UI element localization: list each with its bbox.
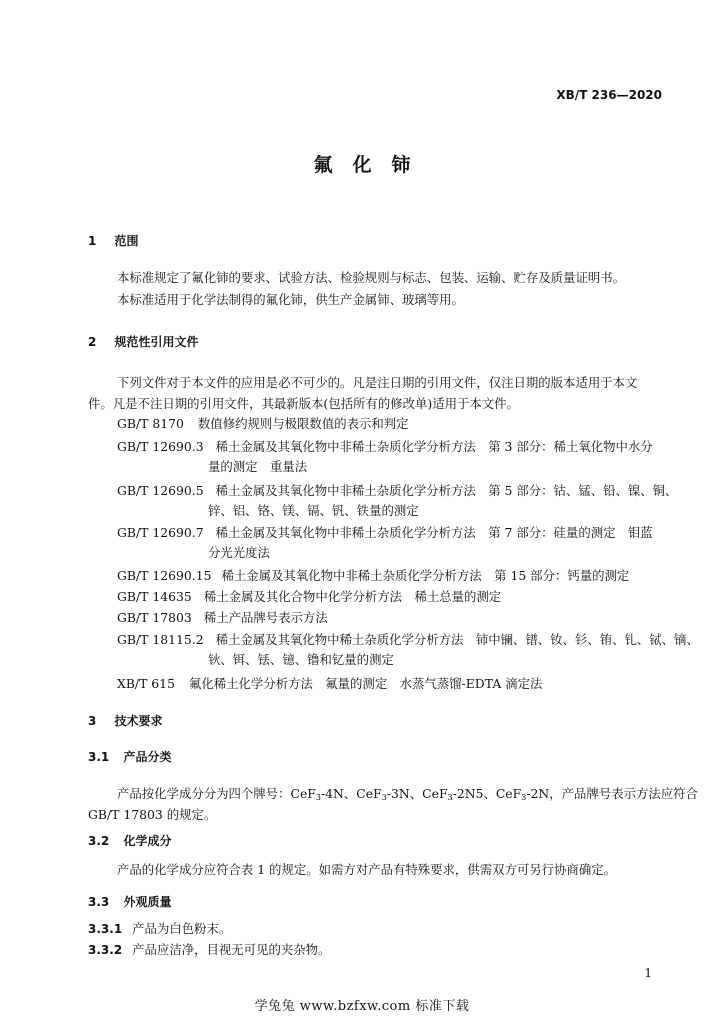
reference-code: GB/T 12690.7 bbox=[117, 525, 204, 540]
reference-title: 稀土金属及其氧化物中稀土杂质化学分析方法 铈中镧、镨、钕、钐、铕、钆、铽、镝、 bbox=[215, 632, 699, 647]
section-title: 外观质量 bbox=[123, 895, 172, 909]
reference-title: 稀土金属及其氧化物中非稀土杂质化学分析方法 第 5 部分：钴、锰、铅、镍、铜、 bbox=[215, 483, 678, 498]
reference-code: GB/T 17803 bbox=[117, 610, 192, 625]
grade: CeF$_3$-2N5 bbox=[422, 786, 484, 802]
subsection-3-1-heading bbox=[88, 748, 171, 765]
standard-number: XB/T 236—2020 bbox=[556, 88, 662, 102]
reference-item bbox=[117, 481, 677, 501]
reference-code: GB/T 12690.15 bbox=[117, 568, 212, 583]
paragraph: 本标准适用于化学法制得的氟化铈，供生产金属铈、玻璃等用。 bbox=[117, 292, 464, 307]
footer-watermark: 学兔兔 www.bzfxw.com 标准下载 bbox=[254, 999, 470, 1014]
paragraph: 产品按化学成分分为四个牌号：CeF$_3$-4N、CeF$_3$-3N、CeF$_3$-2N5、CeF$_3$-2N，产品牌号表示方法应符合 bbox=[117, 786, 698, 802]
reference-title-continued: 量的测定 重量法 bbox=[208, 459, 308, 474]
reference-title: 数值修约规则与极限数值的表示和判定 bbox=[197, 416, 409, 431]
section-title: 技术要求 bbox=[114, 714, 163, 728]
paragraph: GB/T 17803 的规定。 bbox=[88, 807, 217, 822]
reference-code: GB/T 14635 bbox=[117, 589, 192, 604]
page-number: 1 bbox=[644, 966, 652, 980]
reference-title: 稀土金属及其化合物中化学分析方法 稀土总量的测定 bbox=[203, 589, 502, 604]
reference-code: GB/T 12690.3 bbox=[117, 439, 204, 454]
section-2-heading bbox=[88, 333, 199, 350]
clause-item bbox=[88, 940, 330, 960]
reference-code: GB/T 12690.5 bbox=[117, 483, 204, 498]
section-1-heading bbox=[88, 232, 139, 249]
reference-item bbox=[117, 523, 653, 543]
paragraph: 产品的化学成分应符合表 1 的规定。如需方对产品有特殊要求，供需双方可另行协商确定。 bbox=[117, 862, 616, 877]
section-title: 规范性引用文件 bbox=[114, 335, 199, 349]
reference-title-continued: 钬、铒、铥、镱、镥和钇量的测定 bbox=[208, 652, 394, 667]
reference-title: 氟化稀土化学分析方法 氟量的测定 水蒸气蒸馏-EDTA 滴定法 bbox=[188, 676, 543, 691]
reference-item bbox=[117, 608, 328, 628]
reference-title: 稀土金属及其氧化物中非稀土杂质化学分析方法 第 3 部分：稀土氧化物中水分 bbox=[215, 439, 653, 454]
grade: CeF$_3$-2N bbox=[495, 786, 550, 802]
reference-item bbox=[117, 414, 409, 434]
reference-title: 稀土金属及其氧化物中非稀土杂质化学分析方法 第 15 部分：钙量的测定 bbox=[221, 568, 630, 583]
paragraph: 下列文件对于本文件的应用是必不可少的。凡是注日期的引用文件，仅注日期的版本适用于本文 bbox=[117, 375, 638, 390]
grade: CeF$_3$-3N bbox=[356, 786, 410, 802]
paragraph: 本标准规定了氟化铈的要求、试验方法、检验规则与标志、包装、运输、贮存及质量证明书。 bbox=[117, 270, 626, 285]
grade: CeF$_3$-4N bbox=[290, 786, 344, 802]
subsection-3-3-heading bbox=[88, 893, 171, 910]
clause-number: 3.3.2 bbox=[88, 943, 123, 957]
reference-code: GB/T 8170 bbox=[117, 416, 184, 431]
section-3-heading bbox=[88, 712, 163, 729]
paragraph: 件。凡是不注日期的引用文件，其最新版本(包括所有的修改单)适用于本文件。 bbox=[88, 396, 519, 411]
reference-item bbox=[117, 437, 653, 457]
reference-item bbox=[117, 630, 699, 650]
section-number: 2 bbox=[88, 335, 97, 349]
reference-item bbox=[117, 566, 629, 586]
clause-text: 产品应洁净，目视无可见的夹杂物。 bbox=[132, 942, 331, 957]
section-number: 3 bbox=[88, 714, 97, 728]
section-number: 3.3 bbox=[88, 895, 110, 909]
reference-title-continued: 分光光度法 bbox=[208, 545, 270, 560]
reference-item bbox=[117, 674, 542, 694]
subsection-3-2-heading bbox=[88, 832, 171, 849]
section-title: 范围 bbox=[114, 234, 139, 248]
clause-text: 产品为白色粉末。 bbox=[132, 921, 232, 936]
document-title: 氟化铈 bbox=[313, 154, 431, 176]
section-number: 1 bbox=[88, 234, 97, 248]
section-number: 3.1 bbox=[88, 750, 110, 764]
reference-title: 稀土产品牌号表示方法 bbox=[203, 610, 328, 625]
clause-number: 3.3.1 bbox=[88, 922, 123, 936]
reference-code: XB/T 615 bbox=[117, 676, 175, 691]
reference-code: GB/T 18115.2 bbox=[117, 632, 204, 647]
clause-item bbox=[88, 919, 231, 939]
section-number: 3.2 bbox=[88, 834, 110, 848]
reference-item bbox=[117, 587, 501, 607]
reference-title: 稀土金属及其氧化物中非稀土杂质化学分析方法 第 7 部分：硅量的测定 钼蓝 bbox=[215, 525, 653, 540]
section-title: 化学成分 bbox=[123, 834, 172, 848]
reference-title-continued: 锌、铝、铬、镁、镉、钒、铁量的测定 bbox=[208, 503, 419, 518]
section-title: 产品分类 bbox=[123, 750, 172, 764]
